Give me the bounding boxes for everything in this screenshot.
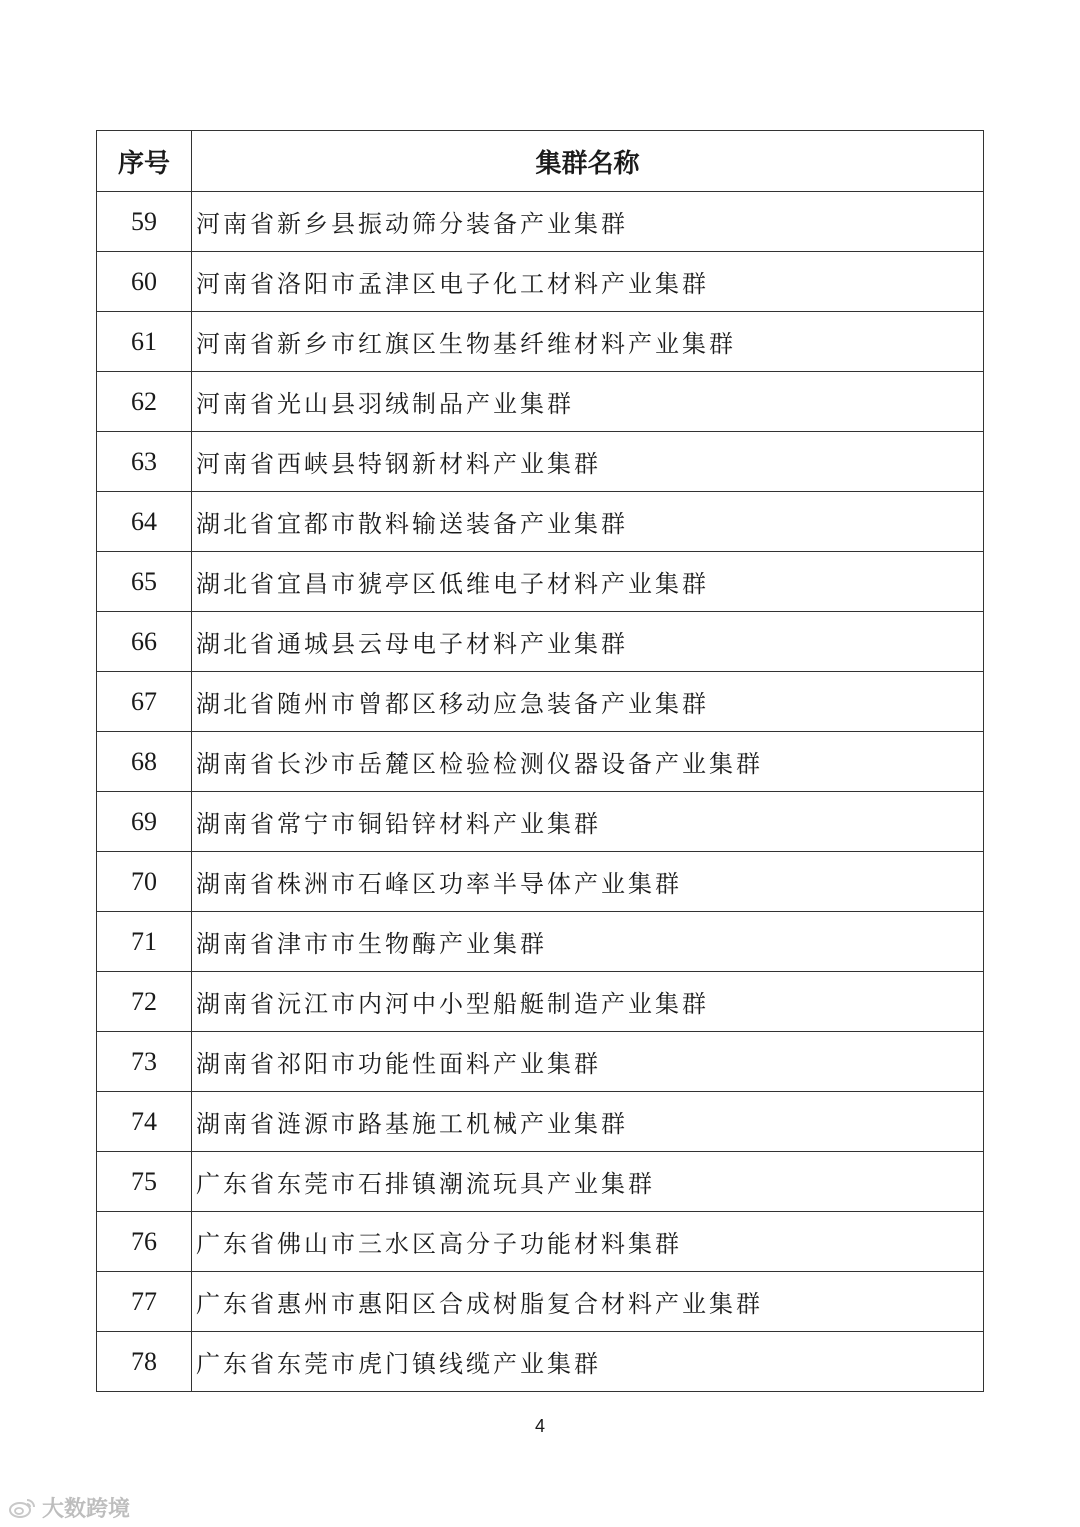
row-index: 67: [97, 672, 192, 732]
cluster-table-container: [96, 130, 983, 1392]
table-row: [97, 612, 984, 672]
row-cluster-name: 河南省洛阳市孟津区电子化工材料产业集群: [192, 252, 984, 312]
table-row: [97, 972, 984, 1032]
row-cluster-name: 河南省光山县羽绒制品产业集群: [192, 372, 984, 432]
row-index: 59: [97, 192, 192, 252]
table-row: [97, 1272, 984, 1332]
row-cluster-name: 湖南省祁阳市功能性面料产业集群: [192, 1032, 984, 1092]
table-row: [97, 672, 984, 732]
row-cluster-name: 湖南省长沙市岳麓区检验检测仪器设备产业集群: [192, 732, 984, 792]
table-row: [97, 852, 984, 912]
row-index: 78: [97, 1332, 192, 1392]
page-number: 4: [534, 1416, 545, 1436]
table-row: [97, 552, 984, 612]
row-cluster-name: 广东省东莞市虎门镇线缆产业集群: [192, 1332, 984, 1392]
weibo-logo-icon: [8, 1496, 38, 1520]
row-cluster-name: 湖南省涟源市路基施工机械产业集群: [192, 1092, 984, 1152]
row-index: 66: [97, 612, 192, 672]
table-row: [97, 1332, 984, 1392]
table-row: [97, 192, 984, 252]
row-index: 68: [97, 732, 192, 792]
row-cluster-name: 河南省西峡县特钢新材料产业集群: [192, 432, 984, 492]
row-cluster-name: 广东省惠州市惠阳区合成树脂复合材料产业集群: [192, 1272, 984, 1332]
row-index: 63: [97, 432, 192, 492]
row-index: 71: [97, 912, 192, 972]
table-row: [97, 252, 984, 312]
row-cluster-name: 湖北省宜都市散料输送装备产业集群: [192, 492, 984, 552]
watermark-text: 大数跨境: [42, 1497, 131, 1522]
header-index: 序号: [97, 131, 192, 192]
row-index: 77: [97, 1272, 192, 1332]
header-cluster-name: 集群名称: [192, 131, 984, 192]
row-index: 65: [97, 552, 192, 612]
row-cluster-name: 广东省佛山市三水区高分子功能材料集群: [192, 1212, 984, 1272]
row-cluster-name: 河南省新乡市红旗区生物基纤维材料产业集群: [192, 312, 984, 372]
row-cluster-name: 湖北省随州市曾都区移动应急装备产业集群: [192, 672, 984, 732]
table-row: [97, 1092, 984, 1152]
row-cluster-name: 湖北省宜昌市猇亭区低维电子材料产业集群: [192, 552, 984, 612]
table-row: [97, 732, 984, 792]
table-row: [97, 792, 984, 852]
row-index: 62: [97, 372, 192, 432]
table-row: [97, 312, 984, 372]
row-cluster-name: 湖南省株洲市石峰区功率半导体产业集群: [192, 852, 984, 912]
row-index: 72: [97, 972, 192, 1032]
row-cluster-name: 广东省东莞市石排镇潮流玩具产业集群: [192, 1152, 984, 1212]
row-index: 74: [97, 1092, 192, 1152]
row-index: 69: [97, 792, 192, 852]
row-index: 70: [97, 852, 192, 912]
table-row: [97, 492, 984, 552]
row-index: 73: [97, 1032, 192, 1092]
table-row: [97, 912, 984, 972]
row-cluster-name: 湖北省通城县云母电子材料产业集群: [192, 612, 984, 672]
row-cluster-name: 河南省新乡县振动筛分装备产业集群: [192, 192, 984, 252]
table-row: [97, 1212, 984, 1272]
row-index: 75: [97, 1152, 192, 1212]
table-row: [97, 432, 984, 492]
table-body: [97, 192, 984, 1392]
cluster-table: [96, 130, 984, 1392]
row-index: 64: [97, 492, 192, 552]
row-cluster-name: 湖南省常宁市铜铅锌材料产业集群: [192, 792, 984, 852]
table-row: [97, 372, 984, 432]
row-index: 76: [97, 1212, 192, 1272]
table-row: [97, 1032, 984, 1092]
row-cluster-name: 湖南省津市市生物酶产业集群: [192, 912, 984, 972]
table-header-row: [97, 131, 984, 192]
row-index: 60: [97, 252, 192, 312]
watermark: [8, 1492, 130, 1523]
row-index: 61: [97, 312, 192, 372]
row-cluster-name: 湖南省沅江市内河中小型船艇制造产业集群: [192, 972, 984, 1032]
table-row: [97, 1152, 984, 1212]
